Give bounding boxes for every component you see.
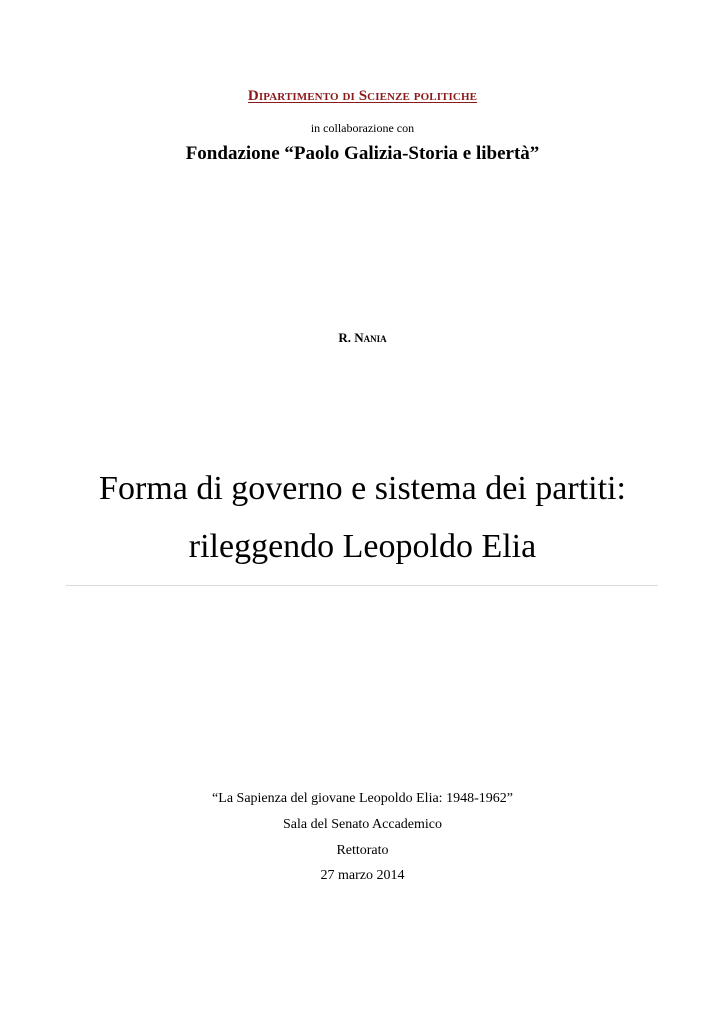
document-title-line-2: rileggendo Leopoldo Elia (188, 528, 537, 565)
event-date: 27 marzo 2014 (320, 868, 405, 883)
department-heading: Dipartimento di Scienze politiche (247, 88, 478, 104)
author-name: R. Nania (338, 330, 387, 345)
event-name: “La Sapienza del giovane Leopoldo Elia: 1948-1962” (212, 791, 513, 806)
event-venue: Sala del Senato Accademico (283, 817, 442, 832)
collaboration-note: in collaborazione con (310, 121, 415, 135)
foundation-name: Fondazione “Paolo Galizia-Storia e libertà” (185, 143, 540, 164)
title-divider (66, 585, 658, 586)
event-building: Rettorato (336, 843, 389, 858)
document-title-line-1: Forma di governo e sistema dei partiti: (99, 470, 626, 507)
